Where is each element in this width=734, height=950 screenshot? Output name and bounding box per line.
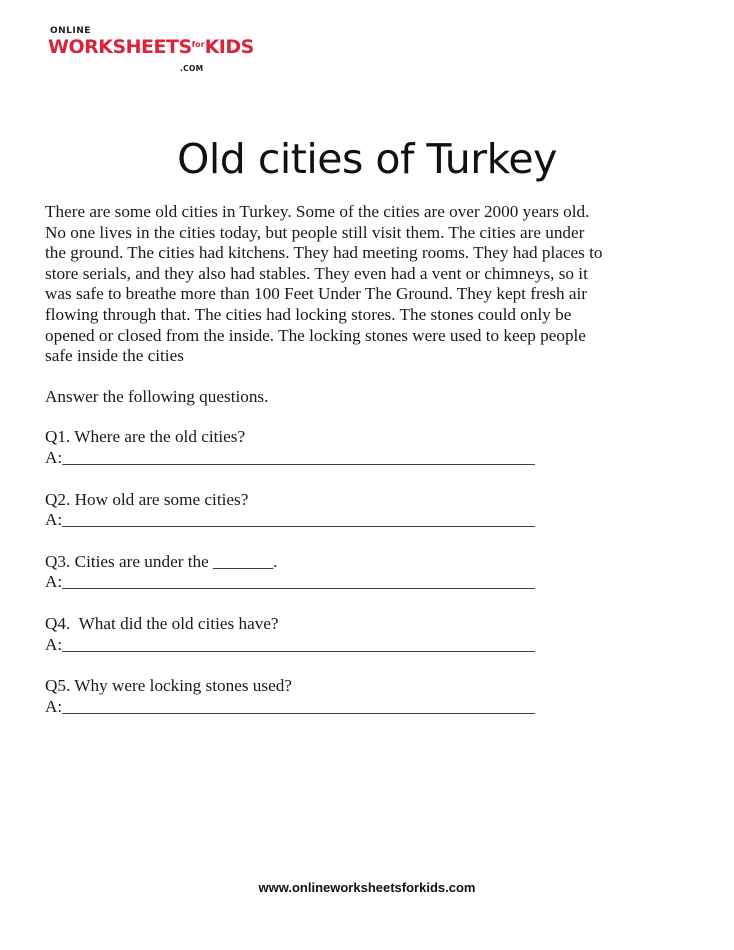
worksheet-content [45,202,695,717]
logo-wordmark [48,36,254,58]
answer-line[interactable]: A:_______________________________________________________ [45,696,535,716]
question-text: Q1. Where are the old cities? [45,427,246,447]
page-title: Old cities of Turkey [177,135,557,184]
answer-line[interactable]: A:_______________________________________________________ [45,447,535,467]
site-logo[interactable] [48,26,254,78]
logo-kids-text: KIDS [204,36,254,58]
question-item [45,614,695,655]
instructions-text: Answer the following questions. [45,386,269,406]
question-text: Q5. Why were locking stones used? [45,676,292,696]
question-text: Q3. Cities are under the _______. [45,551,278,571]
logo-for-text: for [191,40,205,49]
reading-passage: There are some old cities in Turkey. Some of the cities are over 2000 years old. No one lives in the cities today, but people still visit them. The cities are under the ground. The cities had kitchens. They had meeting rooms. They had places to store serials, and they also had stables. They even had a vent or chimneys, so it was safe to breathe more than 100 Feet Under The Ground. They kept fresh air flowing through that. The cities had locking stores. The stones could only be opened or closed from the inside. The locking stones were used to keep people safe inside the cities [45,202,603,366]
logo-worksheets-text: WORKSHEETS [48,36,192,58]
question-item [45,427,695,468]
footer-url[interactable]: www.onlineworksheetsforkids.com [258,880,476,895]
question-list [45,427,695,717]
answer-line[interactable]: A:_______________________________________________________ [45,634,535,654]
question-text: Q4. What did the old cities have? [45,613,279,633]
question-item [45,676,695,717]
answer-line[interactable]: A:_______________________________________________________ [45,510,535,530]
question-text: Q2. How old are some cities? [45,489,249,509]
question-item [45,490,695,531]
logo-online-text: ONLINE [50,26,91,36]
logo-com-text: .COM [180,64,204,73]
answer-line[interactable]: A:_______________________________________________________ [45,572,535,592]
question-item [45,552,695,593]
